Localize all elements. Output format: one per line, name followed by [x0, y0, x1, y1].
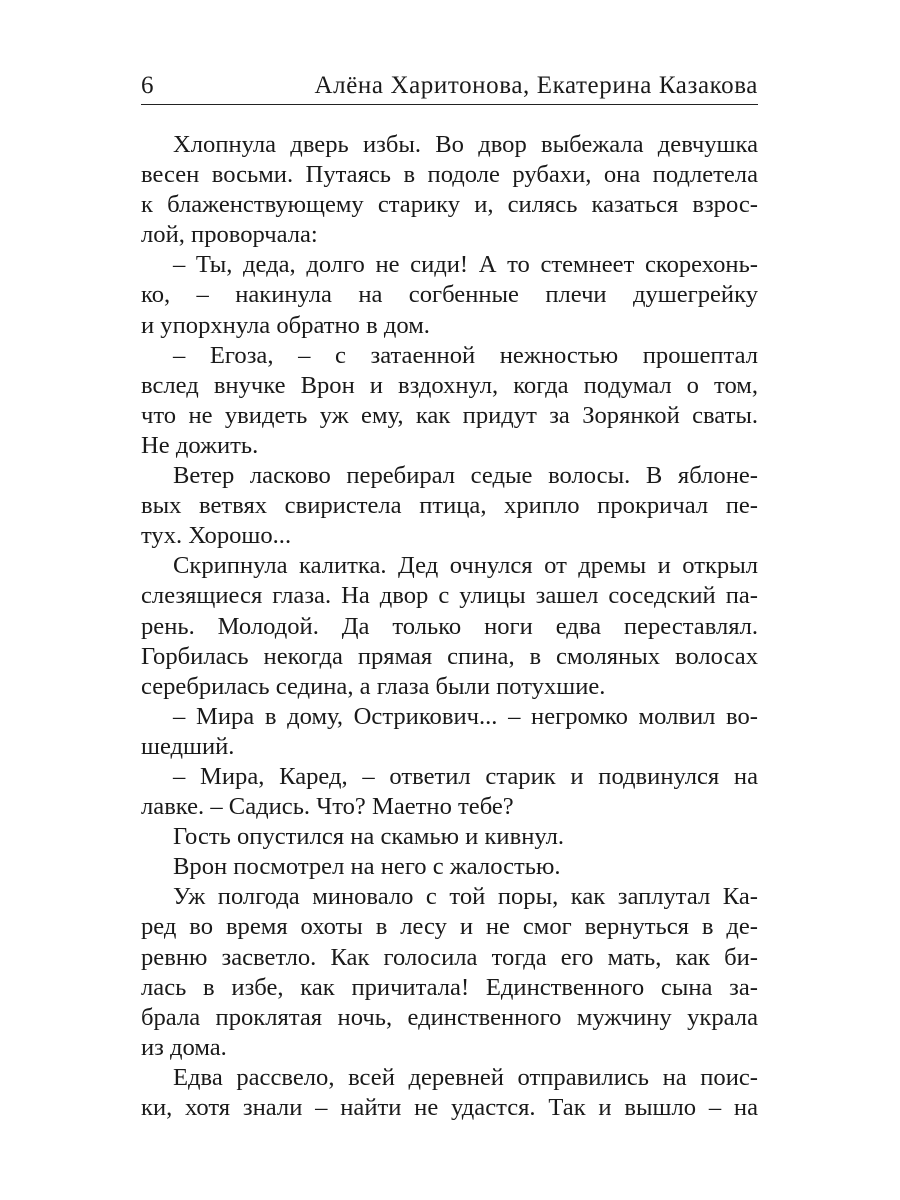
text-line: вых ветвях свиристела птица, хрипло прокричал пе-: [141, 492, 758, 520]
text-line: лась в избе, как причитала! Единственного сына за-: [141, 973, 758, 1001]
paragraph: [141, 551, 758, 701]
text-line: – Мира, Каред, – ответил старик и подвинулся на: [173, 762, 758, 790]
paragraph: [141, 822, 758, 852]
text-line: что не увидеть уж ему, как придут за Зорянкой сваты.: [141, 401, 758, 429]
text-line: из дома.: [141, 1033, 227, 1061]
text-line: вслед внучке Врон и вздохнул, когда подумал о том,: [141, 371, 758, 399]
book-page: [141, 0, 758, 1200]
text-line: и упорхнула обратно в дом.: [141, 311, 430, 339]
paragraph: [141, 702, 758, 762]
paragraph: [141, 130, 758, 250]
paragraph: [141, 1063, 758, 1123]
paragraph: [141, 461, 758, 551]
text-line: ко, – накинула на согбенные плечи душегрейку: [141, 281, 758, 309]
text-line: Скрипнула калитка. Дед очнулся от дремы и открыл: [173, 552, 758, 580]
paragraph: [141, 341, 758, 461]
text-line: Не дожить.: [141, 431, 259, 459]
header-authors: Алёна Харитонова, Екатерина Казакова: [314, 72, 758, 99]
text-line: шедший.: [141, 732, 235, 760]
page-number: 6: [141, 72, 155, 99]
text-line: Едва рассвело, всей деревней отправились на поис-: [173, 1063, 758, 1091]
paragraph: [141, 762, 758, 822]
text-line: ки, хотя знали – найти не удастся. Так и вышло – на: [141, 1094, 758, 1121]
text-line: рень. Молодой. Да только ноги едва переставлял.: [141, 612, 758, 640]
text-line: – Мира в дому, Острикович... – негромко молвил во-: [173, 702, 758, 730]
text-line: Хлопнула дверь избы. Во двор выбежала девчушка: [173, 131, 758, 158]
text-line: ред во время охоты в лесу и не смог вернуться в де-: [141, 913, 758, 941]
text-line: Врон посмотрел на него с жалостью.: [173, 853, 561, 881]
text-line: лой, проворчала:: [141, 221, 318, 249]
text-line: слезящиеся глаза. На двор с улицы зашел соседский па-: [141, 582, 758, 610]
text-line: серебрилась седина, а глаза были потухшие.: [141, 672, 606, 700]
paragraph: [141, 882, 758, 1063]
text-line: Горбилась некогда прямая спина, в смоляных волосах: [141, 642, 758, 670]
text-line: весен восьми. Путаясь в подоле рубахи, она подлетела: [141, 161, 758, 189]
text-line: брала проклятая ночь, единственного мужчину украла: [141, 1003, 758, 1031]
text-line: Ветер ласково перебирал седые волосы. В яблоне-: [173, 462, 758, 490]
text-line: Гость опустился на скамью и кивнул.: [173, 823, 564, 851]
text-line: тух. Хорошо...: [141, 522, 292, 550]
text-line: ревню засветло. Как голосила тогда его мать, как би-: [141, 943, 758, 971]
running-head: [141, 70, 758, 105]
text-line: – Егоза, – с затаенной нежностью прошептал: [173, 341, 758, 369]
text-line: – Ты, деда, долго не сиди! А то стемнеет скорехонь-: [173, 251, 758, 279]
text-line: к блаженствующему старику и, силясь казаться взрос-: [141, 191, 758, 219]
paragraph: [141, 852, 758, 882]
paragraph: [141, 250, 758, 340]
text-line: лавке. – Садись. Что? Маетно тебе?: [141, 793, 514, 821]
text-line: Уж полгода миновало с той поры, как заплутал Ка-: [173, 883, 758, 911]
body-text: [141, 130, 758, 1123]
